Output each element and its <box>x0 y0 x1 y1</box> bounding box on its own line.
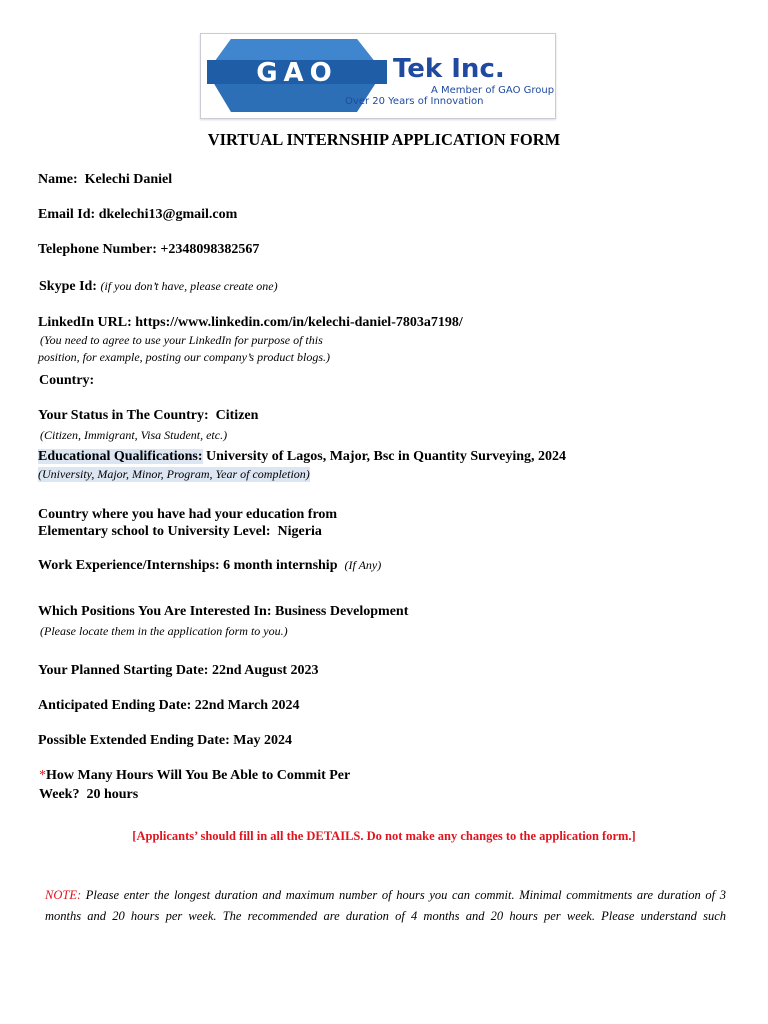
email-value: dkelechi13@gmail.com <box>98 207 238 222</box>
logo-mark-text: GAO <box>256 58 338 88</box>
education-value: University of Lagos, Major, Bsc in Quantity Surveying, 2024 <box>206 449 567 464</box>
work-value: 6 month internship <box>223 558 338 573</box>
end-date-field <box>38 698 299 714</box>
note-text: Please enter the longest duration and maximum number of hours you can commit. Minimal commitments are duration of 3 months and 20 hours per week. The recommended are duration of 4 months and 20 hours per week. Please understand such <box>45 888 726 923</box>
form-title: VIRTUAL INTERNSHIP APPLICATION FORM <box>207 130 561 149</box>
education-country-value: Nigeria <box>277 524 322 539</box>
work-label: Work Experience/Internships: <box>38 558 220 573</box>
positions-value: Business Development <box>274 604 409 619</box>
positions-label: Which Positions You Are Interested In: <box>38 604 272 619</box>
company-logo <box>200 33 556 119</box>
extended-date-label: Possible Extended Ending Date: <box>38 733 230 748</box>
hours-question-line1 <box>39 768 350 784</box>
education-hint: (University, Major, Minor, Program, Year of completion) <box>38 467 310 481</box>
start-date-label: Your Planned Starting Date: <box>38 663 209 678</box>
education-country-line1: Country where you have had your education from <box>38 507 338 522</box>
hours-label: Week? <box>39 787 80 802</box>
extended-date-field <box>38 733 292 749</box>
email-label: Email Id: <box>38 207 96 222</box>
linkedin-field <box>38 315 463 331</box>
status-value: Citizen <box>215 408 259 423</box>
linkedin-value: https://www.linkedin.com/in/kelechi-daniel-7803a7198/ <box>135 315 463 330</box>
logo-tagline-2: Over 20 Years of Innovation <box>345 96 484 107</box>
work-hint: (If Any) <box>344 558 382 572</box>
logo-tagline-1: A Member of GAO Group <box>431 85 555 96</box>
country-label: Country: <box>39 373 95 388</box>
end-date-value: 22nd March 2024 <box>194 698 300 713</box>
status-field <box>38 408 258 424</box>
positions-hint: (Please locate them in the application form to you.) <box>40 624 288 638</box>
note-paragraph <box>45 885 726 927</box>
name-value: Kelechi Daniel <box>84 172 173 187</box>
education-label: Educational Qualifications: <box>38 449 203 464</box>
start-date-value: 22nd August 2023 <box>211 663 319 678</box>
status-hint: (Citizen, Immigrant, Visa Student, etc.) <box>40 428 228 442</box>
hours-value: 20 hours <box>86 787 139 802</box>
fill-details-notice: [Applicants’ should fill in all the DETAILS. Do not make any changes to the application form.] <box>132 829 636 843</box>
education-country-field <box>38 524 322 540</box>
email-field <box>38 207 237 223</box>
linkedin-label: LinkedIn URL: <box>38 315 132 330</box>
work-field <box>38 558 381 574</box>
linkedin-hint-1: (You need to agree to use your LinkedIn for purpose of this <box>40 333 323 347</box>
end-date-label: Anticipated Ending Date: <box>38 698 192 713</box>
education-country-label: Elementary school to University Level: <box>38 524 271 539</box>
name-label: Name: <box>38 172 78 187</box>
start-date-field <box>38 663 319 679</box>
hours-field <box>39 787 138 803</box>
name-field <box>38 172 172 188</box>
phone-label: Telephone Number: <box>38 242 157 257</box>
hours-question-text: How Many Hours Will You Be Able to Commit Per <box>46 768 351 783</box>
required-asterisk: * <box>39 768 46 783</box>
logo-company-name: Tek Inc. <box>393 54 505 84</box>
extended-date-value: May 2024 <box>233 733 292 748</box>
skype-label: Skype Id: <box>39 279 97 294</box>
positions-field <box>38 604 408 620</box>
phone-field <box>38 242 259 258</box>
note-label: NOTE: <box>45 888 82 902</box>
linkedin-hint-2: position, for example, posting our company’s product blogs.) <box>38 350 330 364</box>
skype-field <box>39 279 278 295</box>
status-label: Your Status in The Country: <box>38 408 209 423</box>
phone-value: +2348098382567 <box>160 242 260 257</box>
education-field <box>38 449 566 465</box>
skype-hint: (if you don’t have, please create one) <box>100 279 278 293</box>
